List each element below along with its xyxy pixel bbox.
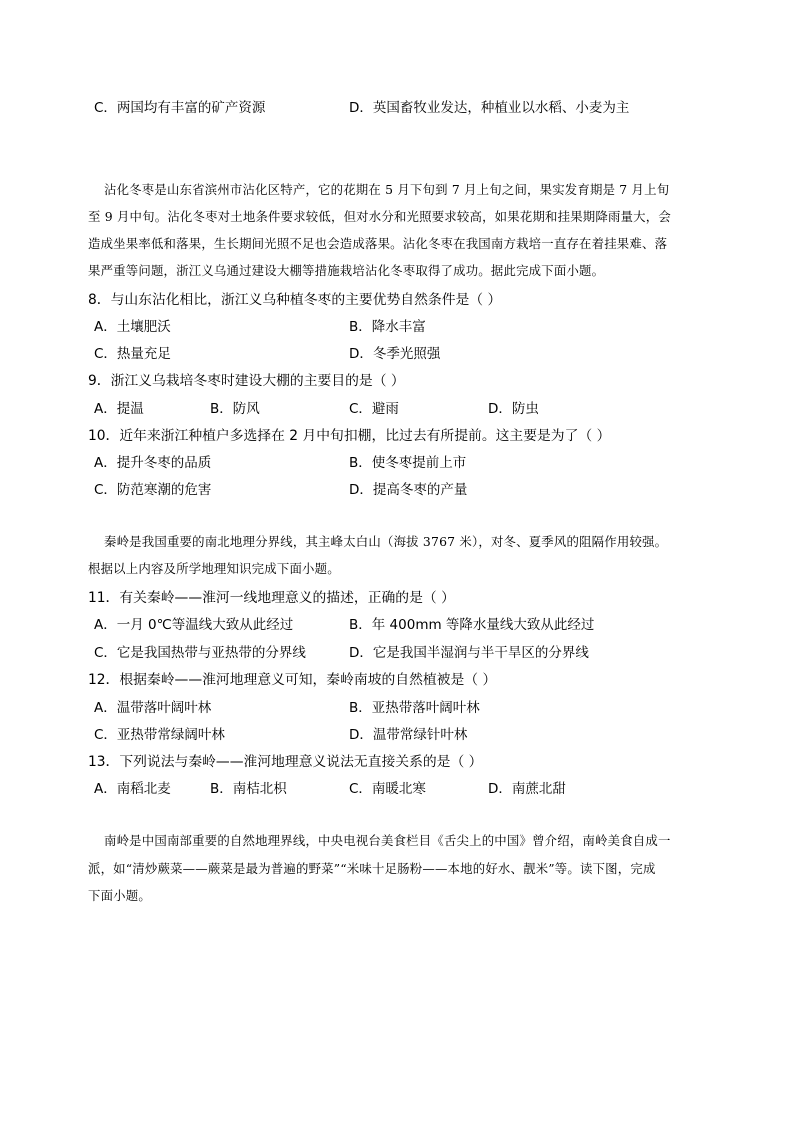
question-10-option-c: C．防范寒潮的危害 [94, 482, 212, 498]
question-13-option-d: D．南蔗北甜 [488, 781, 566, 797]
question-13-option-c: C．南暖北寒 [349, 781, 426, 797]
question-13-option-b: B．南桔北枳 [210, 781, 287, 797]
question-13-stem: 13．下列说法与秦岭——淮河地理意义说法无直接关系的是（ ） [88, 754, 483, 770]
question-11-option-a: A．一月 0℃等温线大致从此经过 [94, 617, 294, 633]
question-9-option-a: A．提温 [94, 401, 144, 417]
question-8-option-c: C．热量充足 [94, 346, 171, 362]
passage1-line-2: 至 9 月中旬。沾化冬枣对土地条件要求较低，但对水分和光照要求较高，如果花期和挂果期降雨量大，会 [88, 209, 671, 224]
prev-option-d: D．英国畜牧业发达，种植业以水稻、小麦为主 [349, 100, 630, 116]
question-10-stem: 10．近年来浙江种植户多选择在 2 月中旬扣棚，比过去有所提前。这主要是为了（ ） [88, 428, 611, 444]
question-8-option-a: A．土壤肥沃 [94, 319, 171, 335]
question-9-option-d: D．防虫 [488, 401, 539, 417]
question-13-option-a: A．南稻北麦 [94, 781, 171, 797]
question-11-stem: 11．有关秦岭——淮河一线地理意义的描述，正确的是（ ） [88, 590, 455, 606]
question-9-option-c: C．避雨 [349, 401, 399, 417]
question-11-option-c: C．它是我国热带与亚热带的分界线 [94, 645, 306, 661]
passage1-line-3: 造成坐果率低和落果，生长期间光照不足也会造成落果。沾化冬枣在我国南方栽培一直存在着挂果难、落 [88, 236, 668, 251]
question-10-option-a: A．提升冬枣的品质 [94, 455, 212, 471]
passage3-line-3: 下面小题。 [88, 888, 151, 903]
prev-option-c: C．两国均有丰富的矿产资源 [94, 100, 266, 116]
question-12-option-c: C．亚热带常绿阔叶林 [94, 727, 225, 743]
question-9-stem: 9．浙江义乌栽培冬枣时建设大棚的主要目的是（ ） [88, 373, 405, 389]
question-12-option-a: A．温带落叶阔叶林 [94, 700, 212, 716]
question-11-option-b: B．年 400mm 等降水量线大致从此经过 [349, 617, 595, 633]
question-8-option-b: B．降水丰富 [349, 319, 426, 335]
passage1-line-1: 沾化冬枣是山东省滨州市沾化区特产，它的花期在 5 月下旬到 7 月上旬之间，果实发育期是 7 月上旬 [104, 182, 670, 197]
question-8-option-d: D．冬季光照强 [349, 346, 441, 362]
passage3-line-2: 派，如“清炒蕨菜——蕨菜是最为普遍的野菜”“米味十足肠粉——本地的好水、靓米”等。读下图，完成 [88, 861, 656, 876]
question-12-stem: 12．根据秦岭——淮河地理意义可知，秦岭南坡的自然植被是（ ） [88, 672, 497, 688]
question-8-stem: 8．与山东沾化相比，浙江义乌种植冬枣的主要优势自然条件是（ ） [88, 292, 502, 308]
passage1-line-4: 果严重等问题，浙江义乌通过建设大棚等措施栽培沾化冬枣取得了成功。据此完成下面小题。 [88, 263, 605, 278]
question-12-option-d: D．温带常绿针叶林 [349, 727, 468, 743]
question-11-option-d: D．它是我国半湿润与半干旱区的分界线 [349, 645, 589, 661]
question-10-option-b: B．使冬枣提前上市 [349, 455, 467, 471]
passage2-line-1: 秦岭是我国重要的南北地理分界线，其主峰太白山（海拔 3767 米），对冬、夏季风的阻隔作用较强。 [104, 534, 668, 549]
question-10-option-d: D．提高冬枣的产量 [349, 482, 468, 498]
question-12-option-b: B．亚热带落叶阔叶林 [349, 700, 480, 716]
passage2-line-2: 根据以上内容及所学地理知识完成下面小题。 [88, 561, 340, 576]
question-9-option-b: B．防风 [210, 401, 260, 417]
passage3-line-1: 南岭是中国南部重要的自然地理界线，中央电视台美食栏目《舌尖上的中国》曾介绍，南岭美食自成一 [104, 833, 671, 848]
